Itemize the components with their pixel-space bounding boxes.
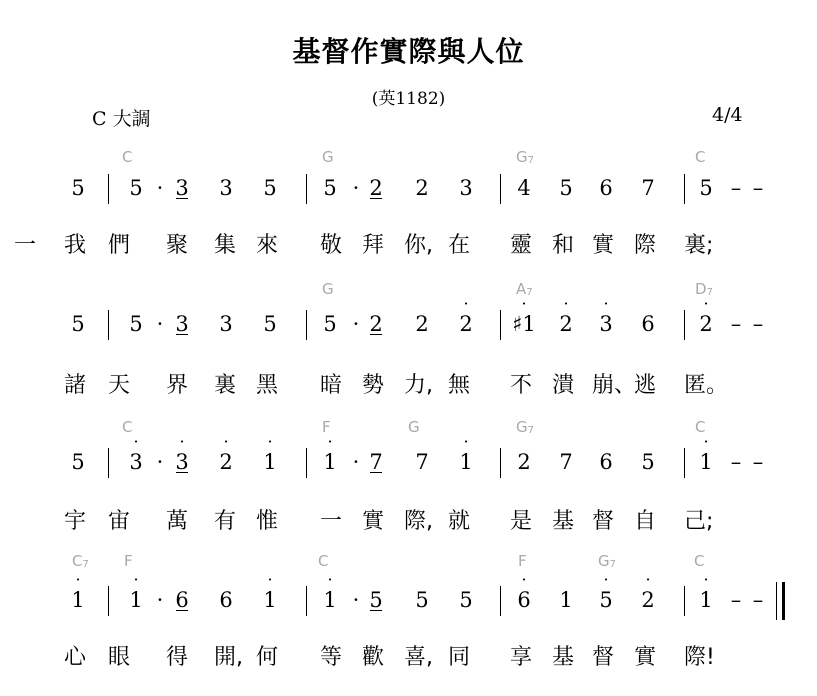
- lyric-syllable: 際,: [404, 509, 433, 534]
- note: [595, 570, 617, 612]
- lyric-syllable: 聚: [166, 233, 189, 258]
- note-value: ·: [352, 312, 360, 336]
- note-value: –: [752, 588, 764, 612]
- octave-dot: ·: [267, 432, 273, 451]
- note: [171, 176, 193, 200]
- lyric-syllable: 享: [510, 645, 533, 670]
- chord-symbol: [518, 552, 527, 570]
- note-value: 6: [641, 312, 655, 336]
- duration-underline: [370, 610, 382, 611]
- note-value: ·: [156, 588, 164, 612]
- note-value: –: [730, 176, 742, 200]
- note: [637, 450, 659, 474]
- octave-dot: ·: [703, 432, 709, 451]
- note: [365, 450, 387, 474]
- octave-dot: ·: [133, 432, 139, 451]
- octave-dot: ·: [645, 570, 651, 589]
- note-value: 2: [517, 450, 531, 474]
- chord-root: D: [695, 280, 707, 298]
- lyric-syllable: 開,: [214, 645, 243, 670]
- note-value: 3: [175, 312, 189, 336]
- note-value: ♯1: [512, 312, 536, 336]
- note-value: ·: [352, 176, 360, 200]
- note: [171, 312, 193, 336]
- lyric-syllable: 崩、: [592, 373, 637, 398]
- note: [411, 450, 433, 474]
- duration-underline: [370, 334, 382, 335]
- note-value: 6: [599, 176, 613, 200]
- chord-symbol: [598, 552, 616, 570]
- note: [345, 312, 367, 336]
- chord-root: C: [318, 552, 329, 570]
- note: [365, 176, 387, 200]
- note: [171, 588, 193, 612]
- note-value: ·: [156, 312, 164, 336]
- note: [125, 176, 147, 200]
- note: [259, 570, 281, 612]
- chord-root: G: [408, 418, 420, 436]
- lyric-syllable: 敬: [320, 233, 343, 258]
- lyric-syllable: 宙: [108, 509, 131, 534]
- note: [695, 176, 717, 200]
- chord-extension: 7: [609, 559, 616, 570]
- lyric-syllable: 裏: [214, 373, 237, 398]
- lyric-syllable: 萬: [166, 509, 189, 534]
- key-signature: C 大調: [92, 108, 151, 130]
- note-value: –: [752, 450, 764, 474]
- note-value: ·: [156, 450, 164, 474]
- lyric-syllable: 界: [166, 373, 189, 398]
- lyric-syllable: 在: [448, 233, 471, 258]
- note-value: 6: [599, 450, 613, 474]
- note: [259, 312, 281, 336]
- bar-line: [684, 310, 685, 340]
- chord-symbol: [72, 552, 89, 570]
- lyric-syllable: 歡: [362, 645, 385, 670]
- note: [595, 450, 617, 474]
- note-value: 3: [219, 312, 233, 336]
- lyric-syllable: 來: [256, 233, 279, 258]
- note: [67, 450, 89, 474]
- note-value: 5: [559, 176, 573, 200]
- octave-dot: ·: [603, 294, 609, 313]
- note-value: 5: [641, 450, 655, 474]
- note: [411, 176, 433, 200]
- chord-symbol: [516, 148, 534, 166]
- note-value: 5: [263, 176, 277, 200]
- note-value: 5: [459, 588, 473, 612]
- note: [345, 176, 367, 200]
- bar-line: [500, 586, 501, 616]
- lyric-syllable: 得: [166, 645, 189, 670]
- chord-root: F: [322, 418, 331, 436]
- note: [67, 176, 89, 200]
- chord-root: G: [598, 552, 610, 570]
- bar-line: [108, 448, 109, 478]
- chord-symbol: [124, 552, 133, 570]
- lyric-syllable: 等: [320, 645, 343, 670]
- lyric-syllable: 有: [214, 509, 237, 534]
- note-value: 2: [415, 312, 429, 336]
- lyric-syllable: 同: [448, 645, 471, 670]
- note: [555, 450, 577, 474]
- note-value: –: [752, 176, 764, 200]
- lyric-syllable: 諸: [64, 373, 87, 398]
- note-value: 3: [219, 176, 233, 200]
- note-value: 2: [559, 312, 573, 336]
- bar-line: [500, 174, 501, 204]
- bar-line: [684, 586, 685, 616]
- lyric-syllable: 勢: [362, 373, 385, 398]
- note: [725, 312, 747, 336]
- lyric-syllable: 你,: [404, 233, 433, 258]
- note: [509, 294, 539, 336]
- chord-extension: 7: [82, 559, 89, 570]
- note: [747, 450, 769, 474]
- chord-symbol: [322, 148, 334, 166]
- bar-line: [306, 586, 307, 616]
- lyric-syllable: 際!: [684, 645, 715, 670]
- chord-root: C: [695, 418, 706, 436]
- lyric-syllable: 督: [592, 645, 615, 670]
- song-subtitle: (英1182): [371, 89, 446, 109]
- lyric-syllable: 一: [14, 233, 37, 258]
- note: [365, 312, 387, 336]
- note: [215, 312, 237, 336]
- note: [695, 570, 717, 612]
- note: [747, 176, 769, 200]
- note-value: 4: [517, 176, 531, 200]
- note: [319, 176, 341, 200]
- note: [455, 432, 477, 474]
- octave-dot: ·: [267, 570, 273, 589]
- bar-line: [306, 310, 307, 340]
- note-value: 5: [71, 450, 85, 474]
- note: [455, 294, 477, 336]
- lyric-syllable: 匿。: [684, 373, 729, 398]
- note-value: 5: [71, 176, 85, 200]
- note-value: 5: [323, 176, 337, 200]
- note: [125, 432, 147, 474]
- note-value: 3: [175, 450, 189, 474]
- note-value: 1: [559, 588, 573, 612]
- note-value: 2: [641, 588, 655, 612]
- chord-root: C: [122, 418, 133, 436]
- note: [455, 176, 477, 200]
- octave-dot: ·: [223, 432, 229, 451]
- note: [725, 450, 747, 474]
- note: [149, 176, 171, 200]
- lyric-syllable: 何: [256, 645, 279, 670]
- chord-root: C: [122, 148, 133, 166]
- chord-root: F: [518, 552, 527, 570]
- lyric-syllable: 逃: [634, 373, 657, 398]
- lyric-syllable: 心: [64, 645, 87, 670]
- chord-extension: 7: [527, 425, 534, 436]
- octave-dot: ·: [703, 294, 709, 313]
- duration-underline: [370, 198, 382, 199]
- lyric-syllable: 自: [634, 509, 657, 534]
- chord-extension: 7: [526, 287, 533, 298]
- note-value: 5: [369, 588, 383, 612]
- note-value: ·: [352, 588, 360, 612]
- bar-line: [684, 448, 685, 478]
- bar-line: [108, 586, 109, 616]
- lyric-syllable: 惟: [256, 509, 279, 534]
- note-value: –: [730, 312, 742, 336]
- note-value: 7: [415, 450, 429, 474]
- note: [319, 432, 341, 474]
- chord-root: C: [695, 148, 706, 166]
- note-value: 5: [129, 176, 143, 200]
- note: [67, 570, 89, 612]
- lyric-syllable: 黑: [256, 373, 279, 398]
- note-value: ·: [352, 450, 360, 474]
- note-value: –: [730, 450, 742, 474]
- note-value: 5: [71, 312, 85, 336]
- note-value: 2: [369, 312, 383, 336]
- note-value: 1: [71, 588, 85, 612]
- chord-root: A: [516, 280, 527, 298]
- note: [125, 312, 147, 336]
- note: [747, 312, 769, 336]
- lyric-syllable: 靈: [510, 233, 533, 258]
- chord-root: G: [322, 148, 334, 166]
- note: [125, 570, 147, 612]
- note-value: 3: [459, 176, 473, 200]
- note: [513, 176, 535, 200]
- song-title: 基督作實際與人位: [292, 35, 525, 68]
- note: [67, 312, 89, 336]
- duration-underline: [176, 334, 188, 335]
- chord-root: F: [124, 552, 133, 570]
- note: [149, 450, 171, 474]
- chord-root: G: [322, 280, 334, 298]
- note: [149, 588, 171, 612]
- final-bar-line: [776, 582, 777, 620]
- lyric-syllable: 際: [634, 233, 657, 258]
- note: [171, 432, 193, 474]
- lyric-syllable: 喜,: [404, 645, 433, 670]
- note: [555, 176, 577, 200]
- note-value: 3: [175, 176, 189, 200]
- note: [747, 588, 769, 612]
- note-value: 1: [699, 450, 713, 474]
- duration-underline: [370, 472, 382, 473]
- note-value: 7: [369, 450, 383, 474]
- note-value: 5: [699, 176, 713, 200]
- note-value: 1: [263, 588, 277, 612]
- note-value: 2: [459, 312, 473, 336]
- final-bar-line: [782, 582, 785, 620]
- chord-extension: 7: [527, 155, 534, 166]
- note-value: 6: [517, 588, 531, 612]
- note: [513, 450, 535, 474]
- note: [411, 312, 433, 336]
- bar-line: [500, 310, 501, 340]
- note-value: 1: [699, 588, 713, 612]
- lyric-syllable: 督: [592, 509, 615, 534]
- note: [149, 312, 171, 336]
- note: [319, 570, 341, 612]
- lyric-syllable: 和: [552, 233, 575, 258]
- time-signature: 4/4: [712, 104, 743, 126]
- lyric-syllable: 實: [362, 509, 385, 534]
- note-value: ·: [156, 176, 164, 200]
- note: [411, 588, 433, 612]
- note: [319, 312, 341, 336]
- lyric-syllable: 一: [320, 509, 343, 534]
- chord-root: G: [516, 418, 528, 436]
- chord-symbol: [318, 552, 328, 570]
- lyric-syllable: 裏;: [684, 233, 714, 258]
- note-value: 1: [459, 450, 473, 474]
- note-value: 1: [323, 450, 337, 474]
- lyric-syllable: 拜: [362, 233, 385, 258]
- note: [513, 570, 535, 612]
- duration-underline: [176, 198, 188, 199]
- octave-dot: ·: [521, 294, 527, 313]
- lyric-syllable: 基: [552, 645, 575, 670]
- lyric-syllable: 眼: [108, 645, 131, 670]
- bar-line: [500, 448, 501, 478]
- lyric-syllable: 實: [634, 645, 657, 670]
- bar-line: [306, 174, 307, 204]
- bar-line: [684, 174, 685, 204]
- lyric-syllable: 無: [448, 373, 471, 398]
- lyric-syllable: 基: [552, 509, 575, 534]
- lyric-syllable: 集: [214, 233, 237, 258]
- note: [365, 588, 387, 612]
- note: [695, 432, 717, 474]
- note: [215, 176, 237, 200]
- octave-dot: ·: [327, 570, 333, 589]
- note-value: 5: [599, 588, 613, 612]
- note-value: 2: [415, 176, 429, 200]
- lyric-syllable: 是: [510, 509, 533, 534]
- note-value: –: [730, 588, 742, 612]
- lyric-syllable: 們: [108, 233, 131, 258]
- octave-dot: ·: [327, 432, 333, 451]
- lyric-syllable: 天: [108, 373, 131, 398]
- note: [215, 432, 237, 474]
- note-value: –: [752, 312, 764, 336]
- note-value: 1: [323, 588, 337, 612]
- note: [637, 176, 659, 200]
- octave-dot: ·: [603, 570, 609, 589]
- note: [555, 588, 577, 612]
- lyric-syllable: 就: [448, 509, 471, 534]
- note: [595, 294, 617, 336]
- note: [259, 432, 281, 474]
- octave-dot: ·: [521, 570, 527, 589]
- note-value: 5: [415, 588, 429, 612]
- octave-dot: ·: [563, 294, 569, 313]
- note: [259, 176, 281, 200]
- note: [725, 588, 747, 612]
- note-value: 5: [129, 312, 143, 336]
- octave-dot: ·: [179, 432, 185, 451]
- octave-dot: ·: [75, 570, 81, 589]
- note: [595, 176, 617, 200]
- chord-root: C: [72, 552, 83, 570]
- lyric-syllable: 不: [510, 373, 533, 398]
- duration-underline: [176, 610, 188, 611]
- chord-symbol: [408, 418, 420, 436]
- chord-symbol: [694, 552, 704, 570]
- chord-symbol: [516, 418, 534, 436]
- note: [637, 570, 659, 612]
- note-value: 7: [559, 450, 573, 474]
- note: [215, 588, 237, 612]
- octave-dot: ·: [133, 570, 139, 589]
- note-value: 3: [129, 450, 143, 474]
- note: [555, 294, 577, 336]
- chord-root: G: [516, 148, 528, 166]
- note-value: 2: [369, 176, 383, 200]
- lyric-syllable: 暗: [320, 373, 343, 398]
- note-value: 6: [219, 588, 233, 612]
- lyric-syllable: 力,: [404, 373, 433, 398]
- note-value: 1: [263, 450, 277, 474]
- lyric-syllable: 己;: [684, 509, 714, 534]
- note: [725, 176, 747, 200]
- bar-line: [108, 174, 109, 204]
- lyric-syllable: 實: [592, 233, 615, 258]
- note: [345, 450, 367, 474]
- note-value: 1: [129, 588, 143, 612]
- lyric-syllable: 我: [64, 233, 87, 258]
- octave-dot: ·: [703, 570, 709, 589]
- note-value: 7: [641, 176, 655, 200]
- chord-symbol: [322, 280, 334, 298]
- note-value: 5: [263, 312, 277, 336]
- note-value: 6: [175, 588, 189, 612]
- chord-root: C: [694, 552, 705, 570]
- chord-symbol: [122, 148, 132, 166]
- bar-line: [108, 310, 109, 340]
- note-value: 2: [699, 312, 713, 336]
- note: [345, 588, 367, 612]
- note: [455, 588, 477, 612]
- duration-underline: [176, 472, 188, 473]
- note-value: 3: [599, 312, 613, 336]
- chord-symbol: [695, 148, 705, 166]
- octave-dot: ·: [463, 294, 469, 313]
- octave-dot: ·: [463, 432, 469, 451]
- note-value: 2: [219, 450, 233, 474]
- lyric-syllable: 宇: [64, 509, 87, 534]
- chord-extension: 7: [706, 287, 713, 298]
- lyric-syllable: 潰: [552, 373, 575, 398]
- bar-line: [306, 448, 307, 478]
- note-value: 5: [323, 312, 337, 336]
- note: [695, 294, 717, 336]
- note: [637, 312, 659, 336]
